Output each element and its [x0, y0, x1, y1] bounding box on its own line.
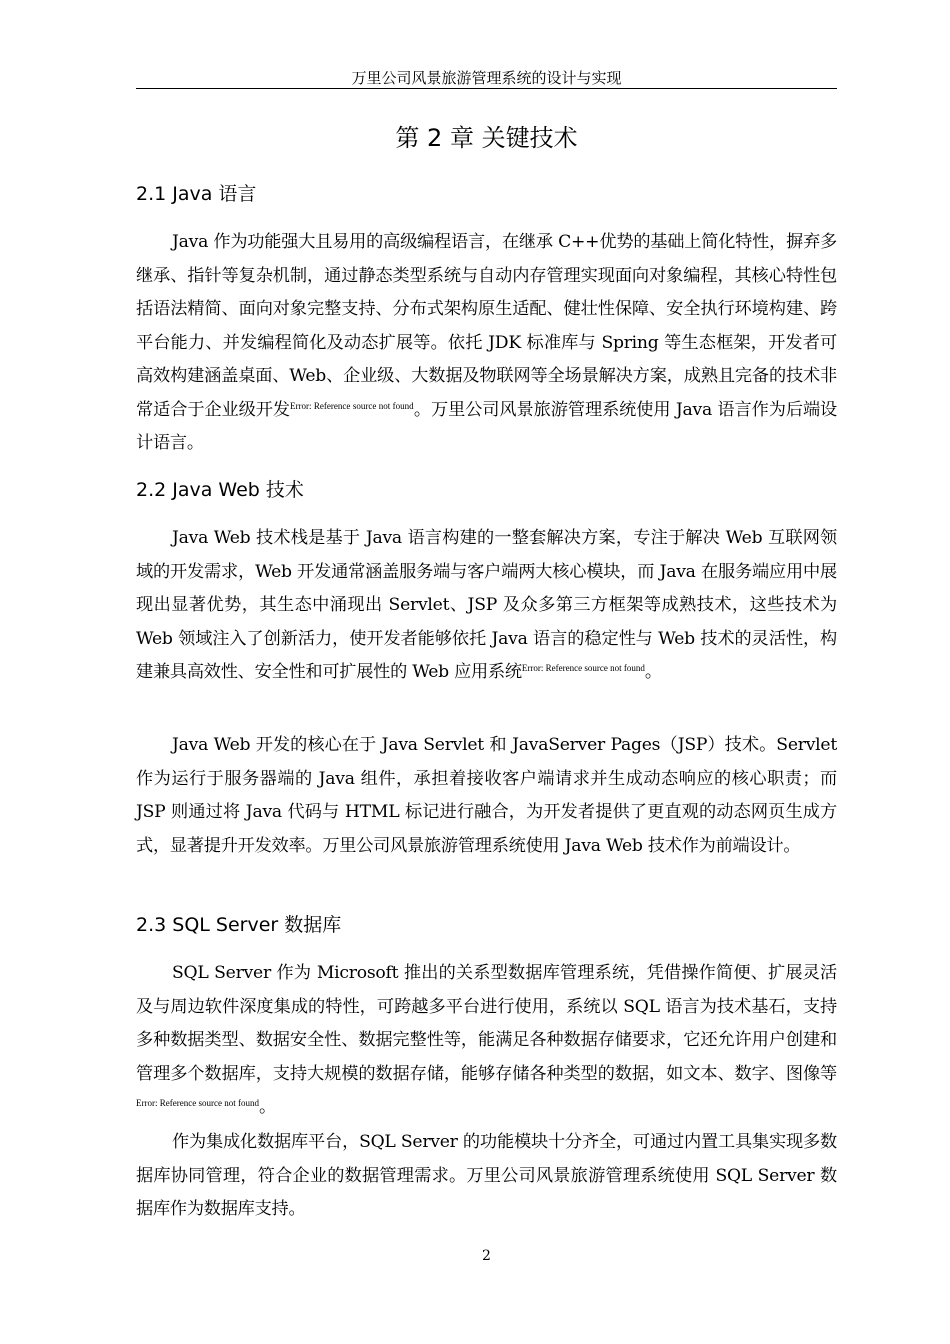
header-rule	[136, 88, 837, 89]
paragraph-tail: 。	[644, 662, 662, 682]
paragraph-tail: 。	[258, 1097, 276, 1117]
paragraph-2-2-2	[136, 729, 837, 863]
reference-error: Error: Reference source not found	[290, 400, 414, 411]
paragraph-tail: 。万里公司风景旅游管理系统使用 Java 语言作为后端设计语言。	[136, 399, 837, 453]
chapter-title: 第 2 章 关键技术	[395, 124, 578, 152]
paragraph-text: Java Web 开发的核心在于 Java Servlet 和 JavaServer Pages（JSP）技术。Servlet 作为运行于服务器端的 Java 组件，承担着接收客户端请求并生成动态响应的核心职责；而 JSP 则通过将 Java 代码与 HTML 标记进行融合，为开发者提供了更直观的动态网页生成方式，显著提升开发效率。万里公司风景旅游管理系统使用 Java Web 技术作为前端设计。	[136, 735, 837, 856]
section-heading-2-2: 2.2 Java Web 技术	[136, 479, 304, 501]
paragraph-2-2-1	[136, 522, 837, 690]
reference-error: Error: Reference source not found	[136, 1098, 259, 1108]
section-heading-2-1: 2.1 Java 语言	[136, 183, 257, 205]
running-header: 万里公司风景旅游管理系统的设计与实现	[351, 69, 622, 87]
paragraph-text: Java 作为功能强大且易用的高级编程语言，在继承 C++优势的基础上简化特性，摒弃多继承、指针等复杂机制，通过静态类型系统与自动内存管理实现面向对象编程，其核心特性包括语法精简、面向对象完整支持、分布式架构原生适配、健壮性保障、安全执行环境构建、跨平台能力、并发编程简化及动态扩展等。依托 JDK 标准库与 Spring 等生态框架，开发者可高效构建涵盖桌面、Web、企业级、大数据及物联网等全场景解决方案，成熟且完备的技术非常适合于企业级开发	[136, 232, 837, 420]
paragraph-2-3-2	[136, 1126, 837, 1227]
paragraph-text: 作为集成化数据库平台，SQL Server 的功能模块十分齐全，可通过内置工具集实现多数据库协同管理，符合企业的数据管理需求。万里公司风景旅游管理系统使用 SQL Server 数据库作为数据库支持。	[136, 1132, 837, 1219]
paragraph-text: SQL Server 作为 Microsoft 推出的关系型数据库管理系统，凭借操作简便、扩展灵活及与周边软件深度集成的特性，可跨越多平台进行使用，系统以 SQL 语言为技术基石，支持多种数据类型、数据安全性、数据完整性等，能满足各种数据存储要求，它还允许用户创建和管理多个数据库，支持大规模的数据存储，能够存储各种类型的数据，如文本、数字、图像等	[136, 963, 837, 1084]
reference-error: Error: Reference source not found	[521, 663, 645, 673]
paragraph-2-1-1	[136, 226, 837, 461]
section-heading-2-3: 2.3 SQL Server 数据库	[136, 914, 342, 936]
paragraph-2-3-1	[136, 957, 837, 1125]
paragraph-text: Java Web 技术栈是基于 Java 语言构建的一整套解决方案，专注于解决 Web 互联网领域的开发需求，Web 开发通常涵盖服务端与客户端两大核心模块，而 Java 在服务端应用中展现出显著优势，其生态中涌现出 Servlet、JSP 及众多第三方框架等成熟技术，这些技术为 Web 领域注入了创新活力，使开发者能够依托 Java 语言的稳定性与 Web 技术的灵活性，构建兼具高效性、安全性和可扩展性的 Web 应用系统	[136, 528, 837, 682]
page-number: 2	[482, 1248, 491, 1264]
